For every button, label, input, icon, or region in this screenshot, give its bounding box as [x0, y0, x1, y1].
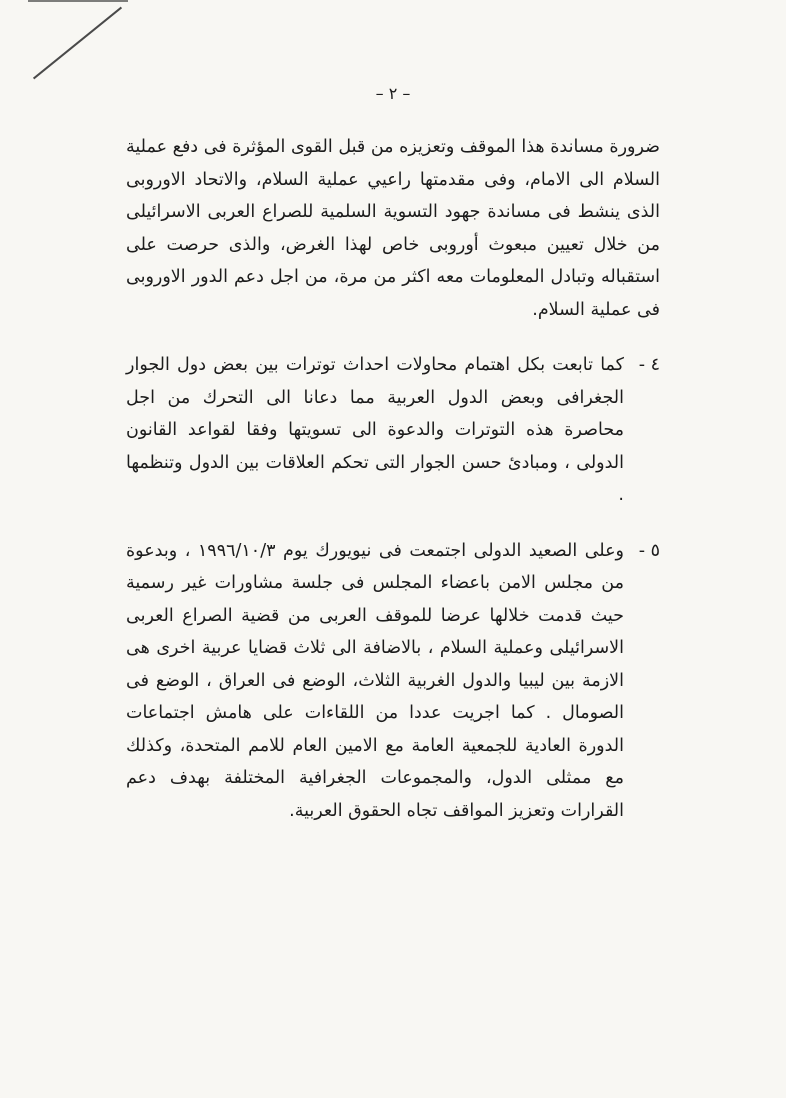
scan-artifact-diagonal-line — [33, 7, 122, 80]
document-body — [126, 131, 660, 827]
item-4-text: كما تابعت بكل اهتمام محاولات احداث توترات بين بعض دول الجوار الجغرافى وبعض الدول العربية مما دعانا الى التحرك من اجل محاصرة هذه التوترات والدعوة الى تسويتها وفقا لقواعد القانون الدولى ، ومبادئ حسن الجوار التى تحكم العلاقات بين الدول وتنظمها . — [126, 355, 624, 505]
item-5-marker: ٥ - — [638, 540, 660, 561]
page-number: – ٢ – — [375, 84, 411, 103]
item-4-marker: ٤ - — [638, 355, 660, 375]
item-5-text: وعلى الصعيد الدولى اجتمعت فى نيويورك يوم ١٩٩٦/١٠/٣ ، وبدعوة من مجلس الامن باعضاء المجلس فى جلسة مشاورات غير رسمية حيث قدمت خلالها عرضا للموقف العربى من قضية الصراع العربى الاسرائيلى وعملية السلام ، بالاضافة الى ثلاث قضايا عربية اخرى هى الازمة بين ليبيا والدول الغربية الثلاث، الوضع فى العراق ، الوضع فى الصومال . كما اجريت عددا من اللقاءات على هامش اجتماعات الدورة العادية للجمعية العامة مع الامين العام للامم المتحدة، وكذلك مع ممثلى الدول، والمجموعات الجغرافية المختلفة بهدف دعم القرارات وتعزيز المواقف تجاه الحقوق العربية. — [126, 540, 624, 821]
list-item-5 — [126, 535, 660, 828]
list-item-4 — [126, 349, 660, 512]
scan-artifact-top-edge — [28, 0, 128, 2]
paragraph-continuation: ضرورة مساندة هذا الموقف وتعزيزه من قبل القوى المؤثرة فى دفع عملية السلام الى الامام، وفى مقدمتها راعيي عملية السلام، والاتحاد الاوروبى الذى ينشط فى مساندة جهود التسوية السلمية للصراع العربى الاسرائيلى من خلال تعيين مبعوث أوروبى خاص لهذا الغرض، والذى حرصت على استقباله وتبادل المعلومات معه اكثر من مرة، من اجل دعم الدور الاوروبى فى عملية السلام. — [126, 137, 660, 320]
